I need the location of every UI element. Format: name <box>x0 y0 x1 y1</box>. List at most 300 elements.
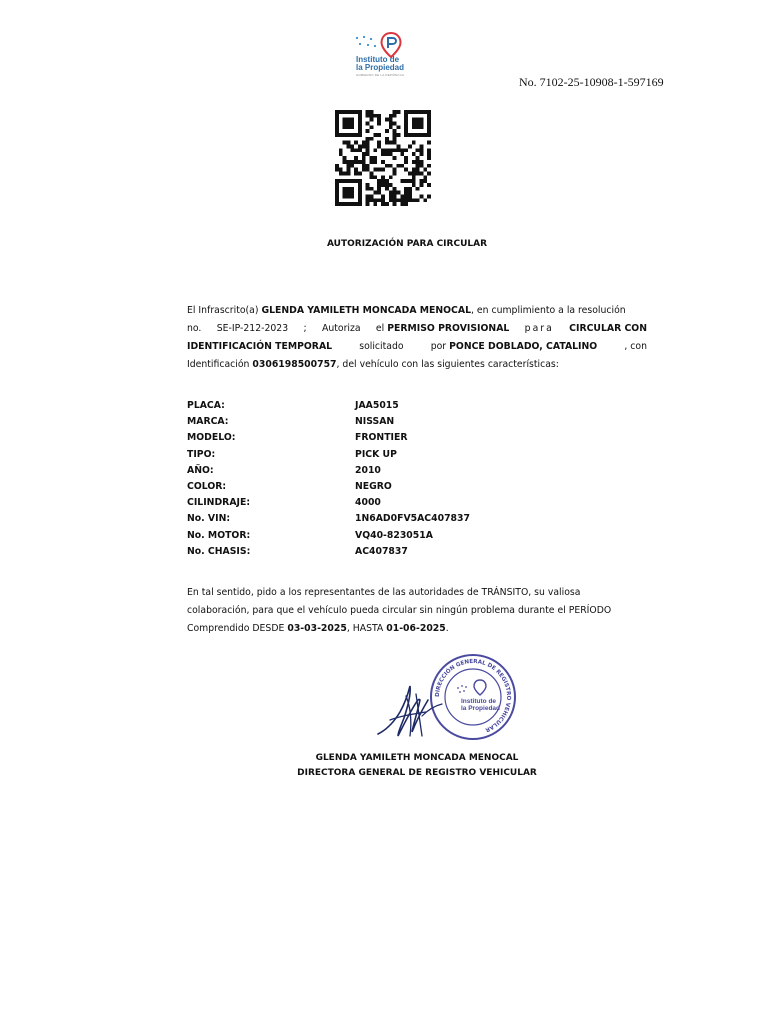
permit-type: PERMISO PROVISIONAL <box>387 323 510 334</box>
qr-module <box>366 145 370 149</box>
qr-module <box>396 191 400 195</box>
qr-module <box>416 171 420 175</box>
qr-module <box>370 160 374 164</box>
qr-module <box>350 194 354 198</box>
qr-module <box>412 183 416 187</box>
qr-module <box>377 198 381 202</box>
qr-module <box>347 168 351 172</box>
qr-module <box>350 122 354 126</box>
qr-module <box>400 152 404 156</box>
qr-module <box>385 202 389 206</box>
qr-module <box>370 125 374 129</box>
qr-module <box>358 145 362 149</box>
valid-from-date: 03-03-2025 <box>287 623 347 634</box>
qr-module <box>427 125 431 129</box>
qr-module <box>412 141 416 145</box>
qr-module <box>408 110 412 114</box>
qr-module <box>366 194 370 198</box>
qr-module <box>358 187 362 191</box>
qr-module <box>343 171 347 175</box>
qr-module <box>423 168 427 172</box>
spec-value: 4000 <box>355 497 381 509</box>
qr-module <box>427 164 431 168</box>
qr-module <box>416 168 420 172</box>
qr-module <box>416 118 420 122</box>
qr-module <box>423 110 427 114</box>
qr-module <box>335 168 339 172</box>
qr-module <box>385 141 389 145</box>
qr-module <box>419 125 423 129</box>
signer-block <box>0 751 768 781</box>
qr-module <box>370 110 374 114</box>
qr-module <box>408 191 412 195</box>
qr-module <box>358 114 362 118</box>
qr-module <box>358 171 362 175</box>
qr-module <box>393 122 397 126</box>
qr-module <box>419 122 423 126</box>
spec-value: VQ40-823051A <box>355 529 433 541</box>
qr-module <box>419 183 423 187</box>
qr-module <box>358 183 362 187</box>
qr-module <box>412 160 416 164</box>
qr-module <box>389 194 393 198</box>
qr-module <box>350 118 354 122</box>
spec-row-ano <box>187 463 587 479</box>
qr-module <box>389 198 393 202</box>
qr-module <box>370 156 374 160</box>
text-span: solicitado <box>359 341 404 352</box>
spec-row-color <box>187 479 587 495</box>
qr-module <box>354 148 358 152</box>
spec-row-marca <box>187 414 587 430</box>
qr-module <box>335 164 339 168</box>
qr-module <box>350 148 354 152</box>
qr-module <box>381 179 385 183</box>
qr-module <box>366 114 370 118</box>
qr-module <box>358 191 362 195</box>
signature-icon <box>372 676 452 742</box>
qr-module <box>370 114 374 118</box>
seal-ring-text: DIRECCIÓN GENERAL DE REGISTRO VEHICULAR <box>434 658 512 733</box>
qr-module <box>366 168 370 172</box>
spec-label: No. CHASIS: <box>187 545 251 557</box>
qr-module <box>381 202 385 206</box>
qr-module <box>335 122 339 126</box>
qr-module <box>412 118 416 122</box>
qr-module <box>404 194 408 198</box>
spec-value: NISSAN <box>355 416 395 428</box>
qr-module <box>347 171 351 175</box>
text-span: colaboración, para que el vehículo pueda circular sin ningún problema durante el PERÍODO <box>187 605 612 616</box>
qr-module <box>373 191 377 195</box>
qr-module <box>423 175 427 179</box>
qr-module <box>427 171 431 175</box>
qr-module <box>393 168 397 172</box>
qr-module <box>358 129 362 133</box>
paragraph-line: Identificación 0306198500757, del vehículo con las siguientes características: <box>187 359 559 370</box>
qr-module <box>362 145 366 149</box>
qr-module <box>419 171 423 175</box>
qr-module <box>396 164 400 168</box>
paragraph-line: Comprendido DESDE 03-03-2025, HASTA 01-06-2025. <box>187 623 449 634</box>
qr-module <box>354 171 358 175</box>
qr-module <box>335 114 339 118</box>
qr-module <box>354 168 358 172</box>
qr-module <box>393 198 397 202</box>
qr-module <box>358 118 362 122</box>
qr-module <box>339 152 343 156</box>
logo-line2: la Propiedad <box>356 63 405 72</box>
resolution-number: SE-IP-212-2023 <box>216 323 289 334</box>
qr-module <box>408 133 412 137</box>
qr-module <box>335 118 339 122</box>
qr-module <box>362 160 366 164</box>
qr-module <box>358 133 362 137</box>
document-number: No. 7102-25-10908-1-597169 <box>519 75 664 89</box>
qr-module <box>370 175 374 179</box>
qr-module <box>427 156 431 160</box>
qr-module <box>412 133 416 137</box>
qr-module <box>335 129 339 133</box>
qr-module <box>419 164 423 168</box>
qr-module <box>404 148 408 152</box>
qr-module <box>404 168 408 172</box>
qr-module <box>347 122 351 126</box>
qr-module <box>343 110 347 114</box>
qr-module <box>385 148 389 152</box>
qr-module <box>393 156 397 160</box>
signer-name: GLENDA YAMILETH MONCADA MENOCAL <box>315 753 519 763</box>
qr-module <box>381 194 385 198</box>
qr-module <box>347 145 351 149</box>
qr-module <box>408 187 412 191</box>
qr-module <box>373 198 377 202</box>
qr-module <box>419 179 423 183</box>
qr-module <box>404 129 408 133</box>
qr-module <box>347 179 351 183</box>
vehicle-specs <box>187 398 587 560</box>
qr-module <box>389 175 393 179</box>
qr-module <box>396 110 400 114</box>
applicant-id: 0306198500757 <box>252 359 337 370</box>
qr-module <box>412 198 416 202</box>
qr-module <box>412 152 416 156</box>
qr-module <box>385 164 389 168</box>
qr-module <box>343 156 347 160</box>
qr-module <box>396 133 400 137</box>
qr-module <box>404 114 408 118</box>
qr-module <box>358 125 362 129</box>
qr-module <box>335 202 339 206</box>
qr-module <box>343 191 347 195</box>
qr-module <box>389 118 393 122</box>
qr-module <box>350 191 354 195</box>
qr-module <box>358 110 362 114</box>
request-paragraph <box>187 584 647 638</box>
qr-module <box>343 160 347 164</box>
qr-module <box>408 179 412 183</box>
qr-module <box>350 145 354 149</box>
qr-module <box>370 198 374 202</box>
qr-module <box>404 191 408 195</box>
spec-label: MARCA: <box>187 416 229 428</box>
qr-module <box>373 156 377 160</box>
qr-module <box>350 160 354 164</box>
document-title: AUTORIZACIÓN PARA CIRCULAR <box>326 239 488 249</box>
qr-module <box>389 141 393 145</box>
qr-module <box>408 145 412 149</box>
qr-module <box>393 110 397 114</box>
qr-module <box>347 187 351 191</box>
qr-module <box>393 194 397 198</box>
qr-module <box>416 148 420 152</box>
qr-module <box>385 179 389 183</box>
qr-module <box>393 187 397 191</box>
qr-module <box>362 168 366 172</box>
qr-module <box>427 110 431 114</box>
qr-module <box>366 187 370 191</box>
qr-module <box>339 148 343 152</box>
qr-module <box>400 198 404 202</box>
qr-module <box>335 125 339 129</box>
qr-module <box>373 175 377 179</box>
qr-module <box>370 187 374 191</box>
qr-module <box>393 129 397 133</box>
qr-module <box>366 164 370 168</box>
qr-module <box>423 198 427 202</box>
qr-module <box>358 148 362 152</box>
qr-module <box>377 141 381 145</box>
qr-module <box>347 141 351 145</box>
qr-module <box>412 122 416 126</box>
qr-module <box>385 137 389 141</box>
qr-module <box>423 179 427 183</box>
qr-module <box>389 164 393 168</box>
applicant-name: PONCE DOBLADO, CATALINO <box>449 341 598 352</box>
qr-module <box>343 125 347 129</box>
qr-module <box>427 141 431 145</box>
qr-module <box>416 164 420 168</box>
qr-module <box>377 133 381 137</box>
qr-module <box>335 187 339 191</box>
qr-module <box>354 179 358 183</box>
text-span: el PERMISO PROVISIONAL <box>375 323 510 334</box>
qr-module <box>400 148 404 152</box>
qr-module <box>404 198 408 202</box>
qr-module <box>350 125 354 129</box>
qr-module <box>400 202 404 206</box>
qr-module <box>347 202 351 206</box>
qr-module <box>350 164 354 168</box>
qr-module <box>427 152 431 156</box>
institution-logo <box>350 30 420 78</box>
qr-module <box>408 198 412 202</box>
qr-module <box>404 156 408 160</box>
qr-module <box>377 114 381 118</box>
spec-row-modelo <box>187 430 587 446</box>
qr-module <box>335 183 339 187</box>
qr-module <box>427 133 431 137</box>
qr-module <box>404 122 408 126</box>
qr-module <box>416 198 420 202</box>
qr-module <box>347 160 351 164</box>
qr-module <box>396 145 400 149</box>
qr-module <box>354 133 358 137</box>
qr-module <box>362 141 366 145</box>
qr-module <box>358 122 362 126</box>
qr-module <box>366 137 370 141</box>
qr-module <box>343 122 347 126</box>
qr-module <box>358 198 362 202</box>
qr-module <box>408 194 412 198</box>
qr-module <box>393 141 397 145</box>
qr-module <box>412 175 416 179</box>
seal-line2: la Propiedad <box>461 705 501 712</box>
qr-module <box>350 179 354 183</box>
qr-module <box>358 179 362 183</box>
qr-module <box>412 125 416 129</box>
spec-label: No. MOTOR: <box>187 529 251 541</box>
qr-module <box>427 148 431 152</box>
qr-module <box>358 194 362 198</box>
qr-module <box>350 110 354 114</box>
paragraph-line <box>187 320 647 338</box>
qr-module <box>343 187 347 191</box>
qr-module <box>377 145 381 149</box>
qr-module <box>377 168 381 172</box>
qr-module <box>381 152 385 156</box>
spec-label: COLOR: <box>187 480 227 492</box>
qr-module <box>396 198 400 202</box>
spec-row-tipo <box>187 447 587 463</box>
qr-module <box>358 160 362 164</box>
qr-module <box>412 179 416 183</box>
qr-module <box>343 179 347 183</box>
qr-module <box>396 125 400 129</box>
text-span: para <box>524 323 554 334</box>
text-span: ; <box>303 323 307 334</box>
qr-module <box>404 125 408 129</box>
text-span: no. <box>187 323 202 334</box>
paragraph-line <box>187 602 647 620</box>
qr-module <box>343 133 347 137</box>
qr-module <box>427 194 431 198</box>
qr-module <box>343 194 347 198</box>
qr-module <box>335 110 339 114</box>
qr-module <box>377 179 381 183</box>
qr-module <box>366 183 370 187</box>
qr-module <box>404 133 408 137</box>
qr-module <box>373 168 377 172</box>
qr-module <box>393 133 397 137</box>
qr-module <box>404 160 408 164</box>
paragraph-line <box>187 584 647 602</box>
qr-module <box>362 164 366 168</box>
qr-module <box>381 148 385 152</box>
qr-module <box>416 122 420 126</box>
qr-module <box>354 110 358 114</box>
qr-module <box>370 171 374 175</box>
qr-module <box>366 110 370 114</box>
spec-row-cilindraje <box>187 495 587 511</box>
spec-value: 2010 <box>355 464 381 476</box>
spec-value: NEGRO <box>355 480 392 492</box>
qr-module <box>362 152 366 156</box>
logo-subline: GOBIERNO DE LA REPÚBLICA <box>356 73 405 77</box>
qr-module <box>412 168 416 172</box>
qr-module <box>423 133 427 137</box>
qr-module <box>377 187 381 191</box>
qr-module <box>339 171 343 175</box>
qr-module <box>385 118 389 122</box>
qr-module <box>335 198 339 202</box>
qr-module <box>385 129 389 133</box>
qr-module <box>419 110 423 114</box>
qr-module <box>350 187 354 191</box>
qr-module <box>393 202 397 206</box>
qr-module <box>419 152 423 156</box>
qr-module <box>389 152 393 156</box>
text-span: , con <box>624 341 647 352</box>
qr-module <box>381 198 385 202</box>
spec-value: FRONTIER <box>355 432 408 444</box>
qr-module <box>389 183 393 187</box>
text-span: En tal sentido, pido a los representantes de las autoridades de TRÁNSITO, su valiosa <box>187 587 581 598</box>
qr-module <box>373 133 377 137</box>
spec-label: No. VIN: <box>187 513 231 525</box>
spec-label: AÑO: <box>187 464 214 476</box>
qr-module <box>339 168 343 172</box>
qr-module <box>354 202 358 206</box>
logo-text <box>356 56 426 72</box>
qr-module <box>347 125 351 129</box>
qr-module <box>385 152 389 156</box>
logo-line1: Instituto de <box>356 55 400 64</box>
qr-module <box>373 148 377 152</box>
qr-module <box>366 122 370 126</box>
qr-module <box>419 118 423 122</box>
qr-module <box>347 191 351 195</box>
qr-module <box>347 118 351 122</box>
qr-module <box>335 179 339 183</box>
qr-module <box>389 122 393 126</box>
qr-module <box>389 191 393 195</box>
qr-module <box>354 156 358 160</box>
qr-module <box>393 148 397 152</box>
text-span: por PONCE DOBLADO, CATALINO <box>430 341 598 352</box>
permit-purpose: CIRCULAR CON <box>569 323 647 334</box>
qr-module <box>385 187 389 191</box>
spec-row-chasis <box>187 544 587 560</box>
qr-module <box>370 137 374 141</box>
qr-code-icon <box>333 110 433 206</box>
qr-module <box>404 110 408 114</box>
qr-module <box>350 202 354 206</box>
paragraph-line <box>187 302 647 320</box>
spec-label: CILINDRAJE: <box>187 497 251 509</box>
qr-module <box>381 183 385 187</box>
qr-module <box>347 110 351 114</box>
spec-row-placa <box>187 398 587 414</box>
qr-module <box>400 164 404 168</box>
qr-module <box>385 183 389 187</box>
qr-module <box>404 202 408 206</box>
qr-module <box>335 194 339 198</box>
qr-module <box>343 202 347 206</box>
qr-module <box>416 133 420 137</box>
qr-module <box>370 118 374 122</box>
qr-module <box>416 110 420 114</box>
